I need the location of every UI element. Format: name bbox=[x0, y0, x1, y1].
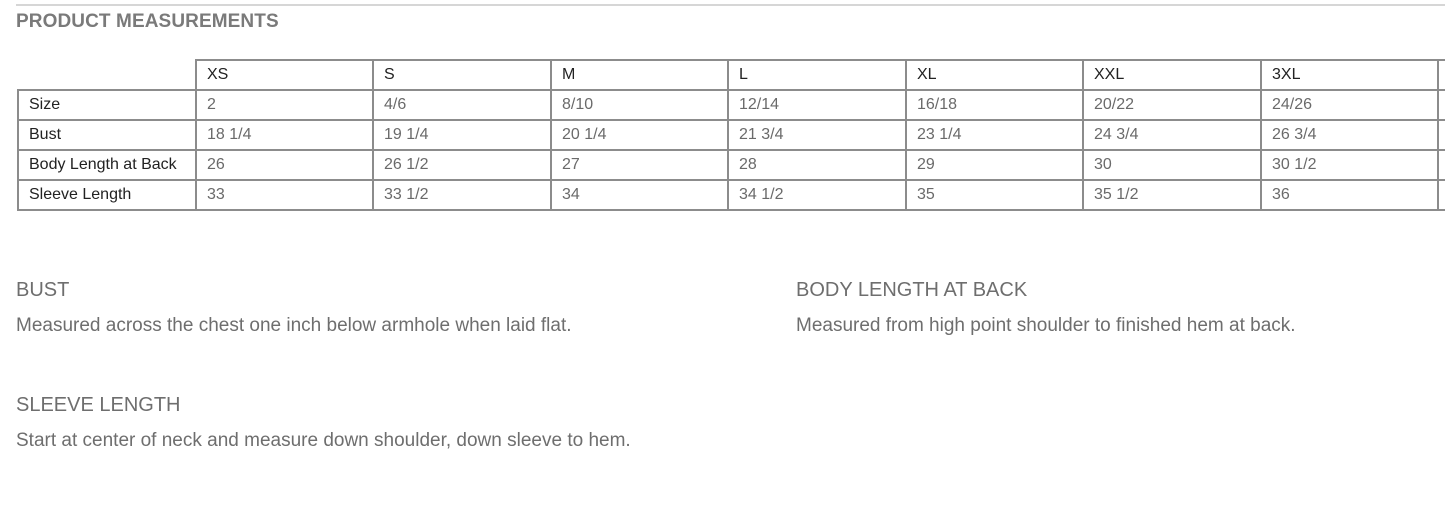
table-cell: 16/18 bbox=[906, 90, 1083, 120]
table-cell: 27 bbox=[551, 150, 728, 180]
column-header: XL bbox=[906, 60, 1083, 90]
table-cell: 12/14 bbox=[728, 90, 906, 120]
table-cell: 19 1/4 bbox=[373, 120, 551, 150]
table-cell: 4/6 bbox=[373, 90, 551, 120]
table-cell: 35 1/2 bbox=[1083, 180, 1261, 210]
clipped-column-cell bbox=[1438, 120, 1445, 150]
clipped-column-cell bbox=[1438, 150, 1445, 180]
column-header: S bbox=[373, 60, 551, 90]
table-cell: 33 bbox=[196, 180, 373, 210]
table-cell: 26 1/2 bbox=[373, 150, 551, 180]
table-row bbox=[18, 120, 1445, 150]
row-label: Body Length at Back bbox=[18, 150, 196, 180]
clipped-column-cell bbox=[1438, 90, 1445, 120]
table-header-row bbox=[18, 60, 1445, 90]
column-header: L bbox=[728, 60, 906, 90]
table-cell: 30 bbox=[1083, 150, 1261, 180]
table-cell: 24/26 bbox=[1261, 90, 1438, 120]
row-label: Sleeve Length bbox=[18, 180, 196, 210]
table-row bbox=[18, 180, 1445, 210]
body-length-definition-text: Measured from high point shoulder to finished hem at back. bbox=[796, 315, 1296, 336]
clipped-column-cell bbox=[1438, 180, 1445, 210]
column-header: M bbox=[551, 60, 728, 90]
column-header: XS bbox=[196, 60, 373, 90]
table-cell: 8/10 bbox=[551, 90, 728, 120]
body-length-definition-title: BODY LENGTH AT BACK bbox=[796, 279, 1028, 301]
table-cell: 33 1/2 bbox=[373, 180, 551, 210]
table-cell: 36 bbox=[1261, 180, 1438, 210]
corner-cell bbox=[18, 60, 196, 90]
table-cell: 26 3/4 bbox=[1261, 120, 1438, 150]
clipped-column-cell bbox=[1438, 60, 1445, 90]
measurements-table bbox=[17, 59, 1445, 211]
table-cell: 34 1/2 bbox=[728, 180, 906, 210]
column-header: XXL bbox=[1083, 60, 1261, 90]
table-cell: 2 bbox=[196, 90, 373, 120]
table-cell: 24 3/4 bbox=[1083, 120, 1261, 150]
table-cell: 18 1/4 bbox=[196, 120, 373, 150]
bust-definition-title: BUST bbox=[16, 279, 70, 301]
top-divider bbox=[16, 4, 1445, 6]
row-label: Size bbox=[18, 90, 196, 120]
row-label: Bust bbox=[18, 120, 196, 150]
column-header: 3XL bbox=[1261, 60, 1438, 90]
table-cell: 35 bbox=[906, 180, 1083, 210]
table-cell: 28 bbox=[728, 150, 906, 180]
sleeve-length-definition-title: SLEEVE LENGTH bbox=[16, 394, 181, 416]
table-cell: 20 1/4 bbox=[551, 120, 728, 150]
table-cell: 34 bbox=[551, 180, 728, 210]
table-cell: 30 1/2 bbox=[1261, 150, 1438, 180]
table-cell: 21 3/4 bbox=[728, 120, 906, 150]
sleeve-length-definition-text: Start at center of neck and measure down shoulder, down sleeve to hem. bbox=[16, 430, 631, 451]
bust-definition-text: Measured across the chest one inch below armhole when laid flat. bbox=[16, 315, 572, 336]
table-cell: 23 1/4 bbox=[906, 120, 1083, 150]
table-cell: 26 bbox=[196, 150, 373, 180]
table-cell: 29 bbox=[906, 150, 1083, 180]
section-title: PRODUCT MEASUREMENTS bbox=[16, 11, 279, 32]
table-row bbox=[18, 90, 1445, 120]
table-cell: 20/22 bbox=[1083, 90, 1261, 120]
measurements-table-container bbox=[17, 59, 1445, 220]
table-row bbox=[18, 150, 1445, 180]
